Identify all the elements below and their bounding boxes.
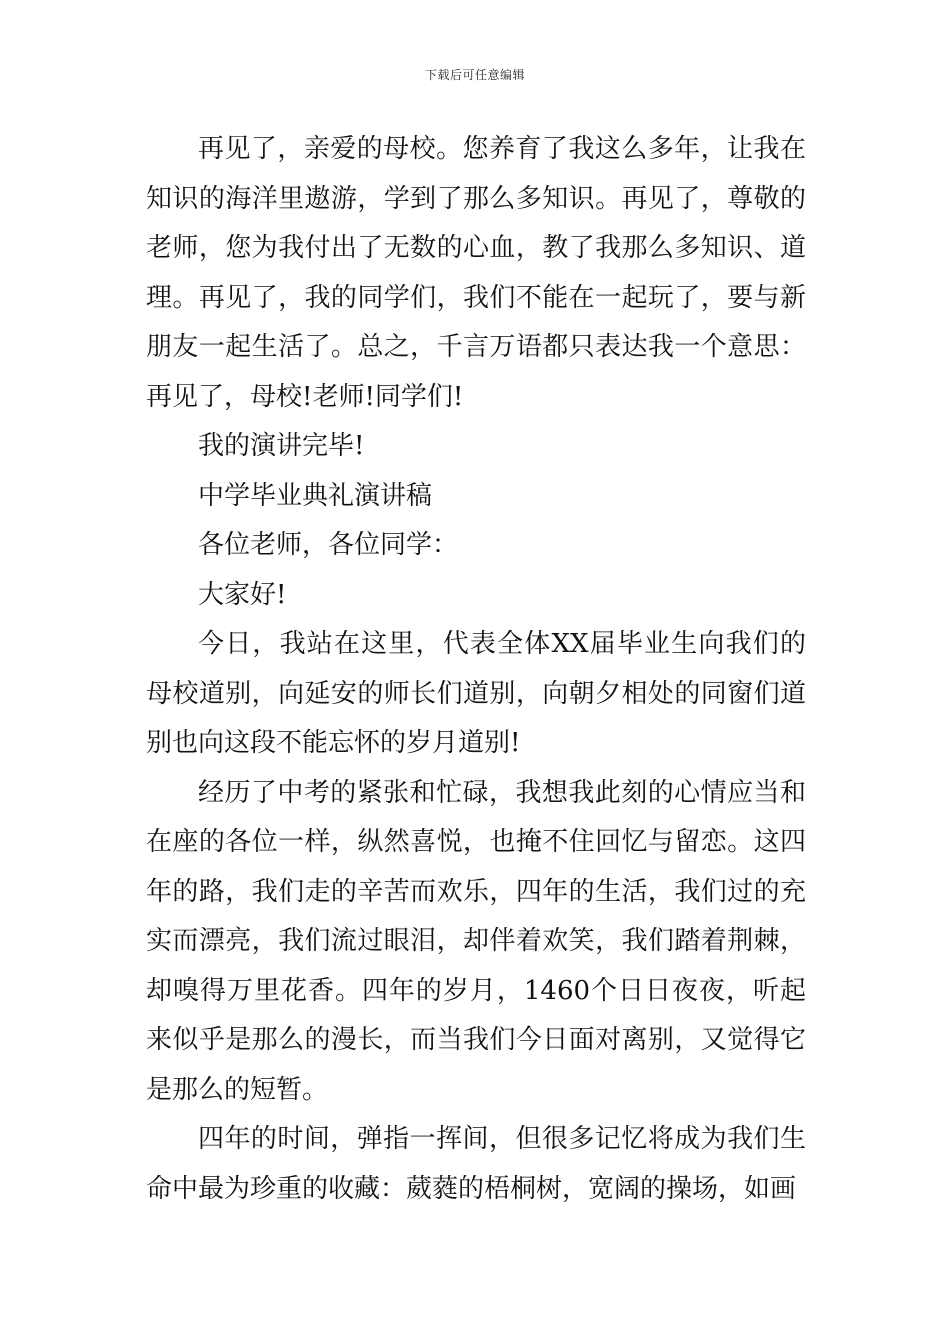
paragraph-speech-end: 我的演讲完毕! [198, 431, 365, 461]
speech-title: 中学毕业典礼演讲稿 [198, 480, 433, 511]
paragraph-salutation: 各位老师，各位同学： [198, 530, 459, 560]
paragraph-today: 今日，我站在这里，代表全体XX届毕业生向我们的母校道别，向延安的师长们道别，向朝夕相处的同窗们道别也向这段不能忘怀的岁月道别! [146, 629, 806, 758]
page-header-note: 下载后可任意编辑 [424, 68, 525, 82]
paragraph-greeting: 大家好! [198, 579, 287, 610]
document-body [146, 125, 806, 1214]
paragraph-experience: 经历了中考的紧张和忙碌，我想我此刻的心情应当和在座的各位一样，纵然喜悦，也掩不住回忆与留恋。这四年的路，我们走的辛苦而欢乐，四年的生活，我们过的充实而漂亮，我们流过眼泪，却伴着欢笑，我们踏着荆棘，却嗅得万里花香。四年的岁月，1460个日日夜夜，听起来似乎是那么的漫长，而当我们今日面对离别，又觉得它是那么的短暂。 [146, 777, 806, 1105]
paragraph-four-years: 四年的时间，弹指一挥间，但很多记忆将成为我们生命中最为珍重的收藏：葳蕤的梧桐树，宽阔的操场，如画 [146, 1124, 806, 1204]
paragraph-farewell: 再见了，亲爱的母校。您养育了我这么多年，让我在知识的海洋里遨游，学到了那么多知识。再见了，尊敬的老师，您为我付出了无数的心血，教了我那么多知识、道理。再见了，我的同学们，我们不能在一起玩了，要与新朋友一起生活了。总之，千言万语都只表达我一个意思：再见了，母校!老师!同学们! [146, 134, 806, 412]
